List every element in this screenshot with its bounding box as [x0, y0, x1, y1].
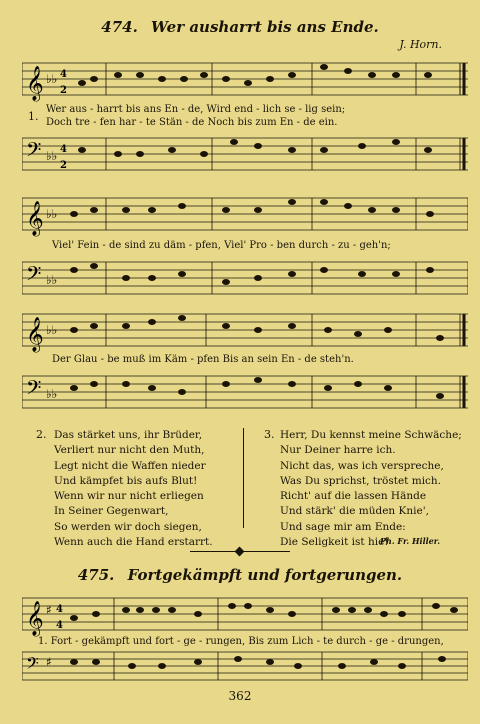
- treble-staff-system-3: [22, 306, 468, 358]
- stanza-2-line: Das stärket uns, ihr Brüder,: [54, 429, 203, 441]
- composer: J. Horn.: [399, 38, 442, 51]
- bass-staff-system-1: [22, 130, 468, 182]
- svg-text:𝄢: 𝄢: [26, 653, 39, 677]
- page-number: 362: [228, 689, 252, 703]
- stanza-2-line: Wenn auch die Hand erstarrt.: [54, 536, 213, 549]
- svg-text:♭♭: ♭♭: [46, 323, 58, 337]
- svg-text:♭♭: ♭♭: [46, 149, 58, 163]
- lyric-line-3: Der Glau - be muß im Käm - pfen Bis an sein En - de steh'n.: [52, 354, 354, 365]
- stanza-3-line: Was Du sprichst, tröstet mich.: [280, 474, 442, 487]
- svg-text:𝄢: 𝄢: [26, 376, 42, 404]
- svg-text:𝄞: 𝄞: [26, 317, 44, 352]
- hymn-475-title: Fortgekämpft und fortgerungen.: [127, 566, 403, 584]
- stanza-2-line: Und kämpfet bis aufs Blut!: [54, 474, 198, 487]
- treble-staff-system-1: [22, 55, 468, 107]
- stanza-2-number: 2.: [36, 428, 47, 441]
- stanza-3-line: Nicht das, was ich verspreche,: [280, 459, 444, 472]
- svg-text:♯: ♯: [46, 603, 52, 617]
- hymn-475-heading: [0, 566, 480, 584]
- lyricist: Ph. Fr. Hiller.: [380, 536, 441, 546]
- lyric-line-2: Viel' Fein - de sind zu däm - pfen, Viel' Pro - ben durch - zu - geh'n;: [52, 240, 391, 251]
- verse-1-number: 1.: [28, 110, 39, 123]
- stanza-2-line: In Seiner Gegenwart,: [54, 505, 169, 518]
- hymn-475-number: 475.: [77, 566, 115, 584]
- stanza-3-line: Herr, Du kennst meine Schwäche;: [280, 429, 462, 441]
- svg-text:♭♭: ♭♭: [46, 273, 58, 287]
- hymn-474-title: Wer ausharrt bis ans Ende.: [151, 18, 379, 36]
- lyric-line-1b: Doch tre - fen har - te Stän - de Noch bis zum En - de ein.: [46, 117, 338, 128]
- svg-text:2: 2: [60, 85, 67, 96]
- treble-staff-system-2: [22, 190, 468, 242]
- stanza-3-line: Die Seligkeit ist hie!: [280, 536, 389, 549]
- svg-text:𝄢: 𝄢: [26, 138, 42, 166]
- hymn-474-number: 474.: [101, 18, 138, 36]
- svg-text:𝄞: 𝄞: [26, 601, 44, 636]
- stanza-3-line: Richt' auf die lassen Hände: [280, 490, 427, 503]
- stanza-divider-line: [243, 428, 244, 528]
- stanza-3-number: 3.: [264, 428, 275, 441]
- divider-ornament: [235, 547, 245, 557]
- svg-text:𝄞: 𝄞: [26, 201, 44, 236]
- stanza-3: [280, 428, 462, 550]
- stanza-3-line: Und stärk' die müden Knie',: [280, 505, 429, 518]
- hymn-474-heading: [0, 18, 480, 36]
- svg-text:♭♭: ♭♭: [46, 72, 58, 86]
- svg-text:4: 4: [60, 69, 67, 80]
- svg-text:4: 4: [60, 144, 67, 155]
- svg-text:𝄞: 𝄞: [26, 66, 44, 101]
- stanza-2: [54, 428, 213, 550]
- svg-text:4: 4: [56, 604, 63, 615]
- stanza-2-line: Legt nicht die Waffen nieder: [54, 459, 206, 472]
- svg-text:𝄢: 𝄢: [26, 262, 42, 290]
- bass-staff-hymn-475: [22, 650, 468, 684]
- svg-text:2: 2: [60, 160, 67, 171]
- svg-text:♭♭: ♭♭: [46, 207, 58, 221]
- svg-text:♯: ♯: [46, 655, 52, 669]
- svg-text:♭♭: ♭♭: [46, 387, 58, 401]
- lyric-475-line-1: 1. Fort - gekämpft und fort - ge - rungen, Bis zum Lich - te durch - ge - drungen,: [38, 636, 444, 647]
- stanza-3-line: Und sage mir am Ende:: [280, 520, 406, 533]
- lyric-line-1a: Wer aus - harrt bis ans En - de, Wird end - lich se - lig sein;: [46, 104, 346, 115]
- bass-staff-system-3: [22, 368, 468, 420]
- treble-staff-hymn-475: [22, 592, 468, 638]
- bass-staff-system-2: [22, 254, 468, 306]
- stanza-2-line: Verliert nur nicht den Muth,: [54, 444, 205, 457]
- stanza-2-line: Wenn wir nur nicht erliegen: [54, 490, 204, 503]
- svg-text:4: 4: [56, 620, 63, 631]
- stanza-3-line: Nur Deiner harre ich.: [280, 444, 396, 457]
- stanza-2-line: So werden wir doch siegen,: [54, 520, 202, 533]
